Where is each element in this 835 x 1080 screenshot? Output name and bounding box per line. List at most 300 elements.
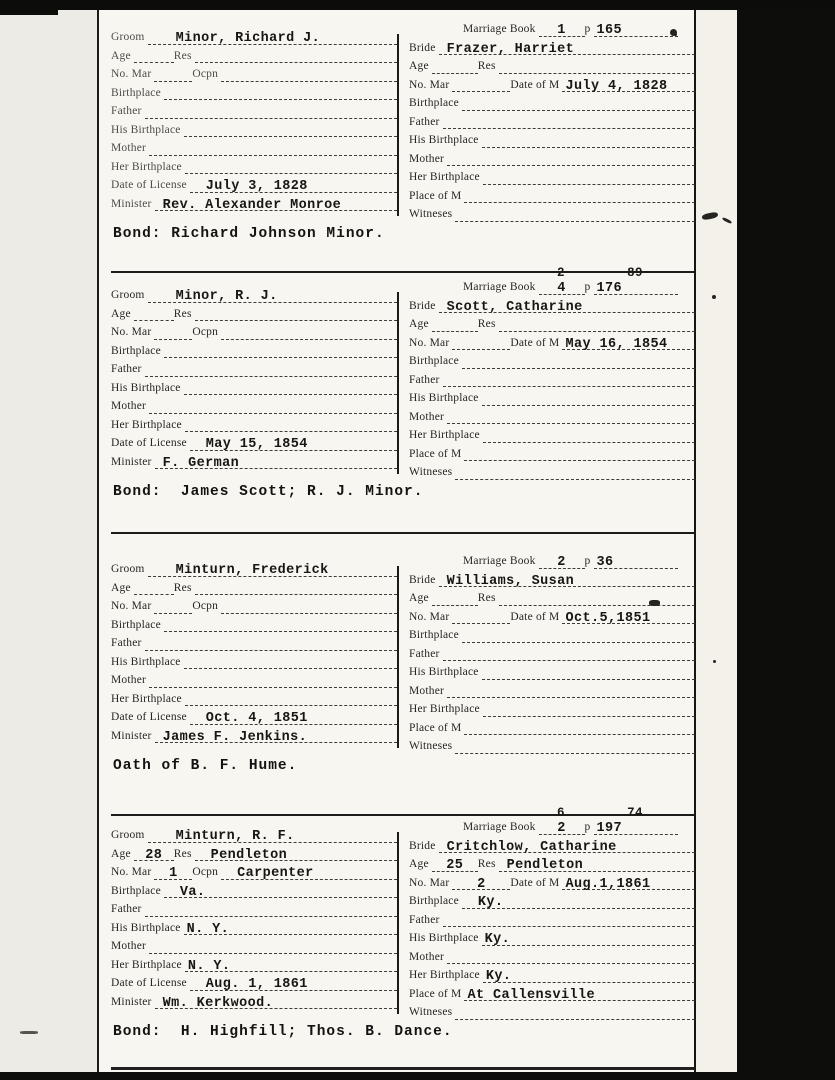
groom-ocpn-field — [221, 323, 397, 340]
date-of-m-label: Date of M — [510, 876, 560, 889]
groom-mother-row — [111, 669, 397, 688]
place-of-m-field — [464, 718, 695, 735]
father-label: Father — [111, 105, 142, 118]
date-of-m-field — [562, 333, 695, 350]
groom-no-mar-field — [154, 65, 192, 82]
bride-birthplace-row — [409, 92, 695, 111]
page-abbrev-label: p — [584, 555, 591, 568]
groom-column — [111, 558, 397, 743]
bride-age-field — [432, 315, 478, 332]
marriage-record — [111, 805, 695, 1040]
father-label: Father — [409, 647, 440, 660]
minister-row — [111, 725, 397, 744]
marriage-book-label: Marriage Book — [463, 555, 536, 568]
groom-name-field — [148, 560, 397, 577]
date-of-license-field — [190, 434, 397, 451]
bride-name-value: Scott, Catharine — [446, 299, 583, 315]
her-birthplace-label: Her Birthplace — [409, 703, 480, 716]
groom-nomar-ocpn-row — [111, 321, 397, 340]
bride-nomar-dateofm-row — [409, 606, 695, 625]
groom-birthplace-field — [164, 83, 397, 100]
witnesses-field — [455, 737, 695, 754]
record-separator — [111, 271, 695, 273]
mother-label: Mother — [111, 400, 147, 413]
birthplace-label: Birthplace — [111, 86, 161, 99]
groom-his-birthplace-value: N. Y. — [186, 921, 230, 937]
bride-his-birthplace-row — [409, 387, 695, 406]
date-of-m-label: Date of M — [510, 336, 560, 349]
minister-value: Rev. Alexander Monroe — [162, 197, 342, 213]
groom-her-birthplace-field — [185, 157, 397, 174]
bride-nomar-dateofm-row — [409, 332, 695, 351]
no-mar-label: No. Mar — [409, 78, 450, 91]
her-birthplace-label: Her Birthplace — [111, 958, 182, 971]
record-columns — [111, 18, 695, 222]
bride-no-mar-field — [452, 75, 510, 92]
mother-label: Mother — [409, 410, 445, 423]
bride-birthplace-field — [462, 94, 695, 111]
marriage-book-label: Marriage Book — [463, 821, 536, 834]
ocpn-label: Ocpn — [192, 68, 219, 81]
groom-no-mar-field — [154, 323, 192, 340]
groom-his-birthplace-row — [111, 119, 397, 138]
groom-mother-field — [149, 139, 397, 156]
date-of-license-value: July 3, 1828 — [205, 179, 308, 194]
mother-label: Mother — [111, 674, 147, 687]
mother-label: Mother — [409, 152, 445, 165]
her-birthplace-label: Her Birthplace — [409, 969, 480, 982]
marriage-book-row — [409, 805, 695, 836]
date-of-m-field — [562, 873, 695, 890]
his-birthplace-label: His Birthplace — [111, 921, 181, 934]
groom-label: Groom — [111, 31, 145, 44]
groom-no-mar-field — [154, 863, 192, 880]
groom-nomar-ocpn-row — [111, 595, 397, 614]
place-of-m-field — [464, 444, 695, 461]
date-of-license-row — [111, 706, 397, 725]
top-black-band — [0, 0, 835, 10]
groom-mother-row — [111, 935, 397, 954]
place-of-m-row — [409, 717, 695, 736]
bride-column — [409, 550, 695, 754]
record-columns — [111, 805, 695, 1020]
groom-father-row — [111, 358, 397, 377]
bride-label: Bride — [409, 41, 436, 54]
groom-ocpn-value: Carpenter — [237, 866, 314, 881]
marriage-book-value: 2 — [557, 555, 566, 570]
her-birthplace-label: Her Birthplace — [111, 418, 182, 431]
book-correction: 6 — [556, 805, 565, 820]
groom-column — [111, 824, 397, 1009]
book-page-field — [594, 805, 678, 836]
column-divider — [397, 566, 399, 748]
ocpn-label: Ocpn — [192, 866, 219, 879]
date-of-license-label: Date of License — [111, 711, 187, 724]
res-label: Res — [173, 307, 192, 320]
groom-name-value: Minor, R. J. — [175, 289, 278, 304]
book-page-value: 176 — [596, 281, 623, 296]
bride-her-birthplace-row — [409, 424, 695, 443]
book-correction: 2 — [556, 265, 565, 280]
his-birthplace-label: His Birthplace — [409, 666, 479, 679]
groom-name-field — [148, 826, 397, 843]
bride-his-birthplace-field — [482, 389, 695, 406]
bride-birthplace-field — [462, 352, 695, 369]
bride-no-mar-value: 2 — [477, 876, 486, 892]
minister-value: Wm. Kerkwood. — [162, 995, 274, 1011]
groom-mother-field — [149, 671, 397, 688]
marriage-book-value: 2 — [557, 821, 566, 836]
bride-father-row — [409, 369, 695, 388]
groom-row — [111, 26, 397, 45]
minister-field — [155, 992, 397, 1009]
date-of-license-field — [190, 974, 397, 991]
bride-birthplace-row — [409, 890, 695, 909]
groom-father-row — [111, 100, 397, 119]
bride-age-field — [432, 855, 478, 872]
his-birthplace-label: His Birthplace — [111, 381, 181, 394]
groom-father-row — [111, 632, 397, 651]
res-label: Res — [173, 847, 192, 860]
bride-father-field — [443, 644, 695, 661]
groom-nomar-ocpn-row — [111, 63, 397, 82]
witnesses-label: Witneses — [409, 1006, 453, 1019]
groom-father-field — [145, 102, 397, 119]
age-label: Age — [409, 60, 429, 73]
groom-his-birthplace-field — [184, 652, 397, 669]
father-label: Father — [409, 373, 440, 386]
bride-birthplace-row — [409, 624, 695, 643]
groom-name-value: Minturn, R. F. — [175, 829, 295, 844]
marriage-book-value: 4 — [557, 281, 566, 296]
marriage-record — [111, 550, 695, 774]
place-of-m-value: At Callensville — [467, 987, 595, 1003]
scan-artifact — [670, 29, 677, 36]
bride-no-mar-field — [452, 873, 510, 890]
minister-value: James F. Jenkins. — [162, 729, 308, 745]
bride-age-value: 25 — [446, 858, 464, 873]
bride-res-field — [499, 855, 695, 872]
groom-name-field — [148, 286, 397, 303]
bride-her-birthplace-field — [483, 966, 695, 983]
bride-birthplace-field — [462, 626, 695, 643]
bride-row — [409, 295, 695, 314]
birthplace-label: Birthplace — [111, 618, 161, 631]
groom-her-birthplace-row — [111, 688, 397, 707]
place-of-m-field — [464, 984, 695, 1001]
groom-ocpn-field — [221, 597, 397, 614]
bride-res-value: Pendleton — [506, 858, 584, 873]
groom-res-field — [195, 844, 397, 861]
groom-age-res-row — [111, 303, 397, 322]
bride-father-row — [409, 643, 695, 662]
book-page-value: 197 — [596, 821, 623, 836]
groom-her-birthplace-field — [185, 689, 397, 706]
groom-label: Groom — [111, 289, 145, 302]
bride-his-birthplace-row — [409, 661, 695, 680]
age-label: Age — [409, 592, 429, 605]
date-of-m-label: Date of M — [510, 610, 560, 623]
groom-ocpn-field — [221, 65, 397, 82]
groom-her-birthplace-field — [185, 415, 397, 432]
age-label: Age — [409, 858, 429, 871]
right-page-edge-strip — [694, 10, 737, 1072]
minister-row — [111, 451, 397, 470]
bride-row — [409, 569, 695, 588]
marriage-book-row — [409, 18, 695, 37]
father-label: Father — [111, 363, 142, 376]
bride-father-field — [443, 370, 695, 387]
date-of-m-field — [562, 75, 695, 92]
his-birthplace-label: His Birthplace — [111, 655, 181, 668]
age-label: Age — [409, 318, 429, 331]
bride-label: Bride — [409, 573, 436, 586]
book-page-field — [594, 552, 678, 569]
bride-name-field — [439, 38, 695, 55]
bride-her-birthplace-field — [483, 700, 695, 717]
bond-note: Bond: H. Highfill; Thos. B. Dance. — [113, 1023, 453, 1040]
her-birthplace-label: Her Birthplace — [111, 160, 182, 173]
bride-row — [409, 37, 695, 56]
mother-label: Mother — [111, 940, 147, 953]
groom-his-birthplace-row — [111, 377, 397, 396]
groom-her-birthplace-row — [111, 414, 397, 433]
groom-his-birthplace-row — [111, 651, 397, 670]
witnesses-label: Witneses — [409, 740, 453, 753]
record-separator — [111, 532, 695, 534]
minister-label: Minister — [111, 197, 152, 210]
place-of-m-row — [409, 443, 695, 462]
column-divider — [397, 292, 399, 474]
bride-label: Bride — [409, 299, 436, 312]
bride-her-birthplace-value: Ky. — [485, 969, 512, 984]
his-birthplace-label: His Birthplace — [111, 123, 181, 136]
bride-name-field — [439, 296, 695, 313]
bride-his-birthplace-value: Ky. — [484, 932, 511, 947]
date-of-license-value: Aug. 1, 1861 — [205, 977, 308, 992]
place-of-m-label: Place of M — [409, 987, 462, 1000]
minister-row — [111, 193, 397, 212]
bride-age-res-row — [409, 55, 695, 74]
page-abbrev-label: p — [584, 23, 591, 36]
marriage-book-label: Marriage Book — [463, 281, 536, 294]
father-label: Father — [409, 913, 440, 926]
page-correction: 89 — [627, 265, 643, 280]
bride-name-value: Williams, Susan — [446, 573, 575, 589]
bride-res-field — [499, 57, 695, 74]
bride-her-birthplace-field — [483, 426, 695, 443]
no-mar-label: No. Mar — [111, 866, 152, 879]
bride-no-mar-field — [452, 607, 510, 624]
date-of-m-value: July 4, 1828 — [565, 78, 668, 94]
ocpn-label: Ocpn — [192, 326, 219, 339]
scan-artifact — [20, 1031, 38, 1034]
bride-father-row — [409, 111, 695, 130]
date-of-m-label: Date of M — [510, 78, 560, 91]
groom-ocpn-field — [221, 863, 397, 880]
bride-res-field — [499, 589, 695, 606]
bride-mother-row — [409, 406, 695, 425]
father-label: Father — [409, 115, 440, 128]
groom-father-field — [145, 900, 397, 917]
date-of-license-field — [190, 176, 397, 193]
left-page-margin — [0, 10, 97, 1072]
bride-name-value: Critchlow, Catharine — [446, 839, 617, 855]
date-of-license-value: Oct. 4, 1851 — [205, 711, 308, 726]
marriage-book-value: 1 — [557, 23, 566, 38]
date-of-license-field — [190, 708, 397, 725]
scan-artifact — [713, 660, 716, 663]
bride-name-field — [439, 836, 695, 853]
date-of-license-label: Date of License — [111, 179, 187, 192]
bride-mother-field — [447, 407, 695, 424]
witnesses-field — [455, 1003, 695, 1020]
marriage-book-row — [409, 265, 695, 296]
date-of-m-field — [562, 607, 695, 624]
bride-name-field — [439, 570, 695, 587]
date-of-m-value: Aug.1,1861 — [565, 876, 651, 892]
marriage-record — [111, 18, 695, 242]
groom-his-birthplace-row — [111, 917, 397, 936]
bride-age-res-row — [409, 313, 695, 332]
bride-nomar-dateofm-row — [409, 74, 695, 93]
bride-mother-field — [447, 681, 695, 698]
groom-age-field — [134, 46, 174, 63]
birthplace-label: Birthplace — [409, 97, 459, 110]
witnesses-label: Witneses — [409, 466, 453, 479]
groom-his-birthplace-field — [184, 918, 397, 935]
witnesses-row — [409, 1001, 695, 1020]
groom-age-field — [134, 304, 174, 321]
date-of-license-label: Date of License — [111, 977, 187, 990]
page-abbrev-label: p — [584, 821, 591, 834]
res-label: Res — [173, 581, 192, 594]
column-divider — [397, 832, 399, 1014]
groom-his-birthplace-field — [184, 120, 397, 137]
groom-column — [111, 26, 397, 211]
bride-name-value: Frazer, Harriet — [446, 41, 575, 57]
corner-black-patch — [0, 0, 58, 15]
groom-birthplace-field — [164, 881, 397, 898]
mother-label: Mother — [409, 950, 445, 963]
bond-note: Oath of B. F. Hume. — [113, 757, 298, 774]
groom-birthplace-row — [111, 880, 397, 899]
groom-nomar-ocpn-row — [111, 861, 397, 880]
bride-birthplace-value: Ky. — [477, 895, 504, 910]
age-label: Age — [111, 847, 131, 860]
date-of-license-row — [111, 174, 397, 193]
groom-age-res-row — [111, 45, 397, 64]
marriage-book-field — [539, 20, 585, 37]
minister-field — [155, 194, 397, 211]
res-label: Res — [477, 60, 496, 73]
bride-his-birthplace-field — [482, 131, 695, 148]
witnesses-field — [455, 205, 695, 222]
groom-birthplace-row — [111, 614, 397, 633]
her-birthplace-label: Her Birthplace — [409, 429, 480, 442]
res-label: Res — [477, 318, 496, 331]
scan-artifact — [712, 295, 716, 299]
no-mar-label: No. Mar — [111, 68, 152, 81]
groom-birthplace-field — [164, 615, 397, 632]
bride-row — [409, 835, 695, 854]
his-birthplace-label: His Birthplace — [409, 392, 479, 405]
place-of-m-label: Place of M — [409, 447, 462, 460]
bride-father-field — [443, 112, 695, 129]
date-of-license-value: May 15, 1854 — [205, 437, 308, 452]
witnesses-row — [409, 203, 695, 222]
his-birthplace-label: His Birthplace — [409, 932, 479, 945]
groom-label: Groom — [111, 829, 145, 842]
groom-her-birthplace-row — [111, 156, 397, 175]
her-birthplace-label: Her Birthplace — [111, 692, 182, 705]
res-label: Res — [477, 858, 496, 871]
minister-row — [111, 991, 397, 1010]
bride-his-birthplace-field — [482, 929, 695, 946]
res-label: Res — [477, 592, 496, 605]
birthplace-label: Birthplace — [111, 884, 161, 897]
groom-her-birthplace-row — [111, 954, 397, 973]
groom-her-birthplace-value: N. Y. — [187, 958, 231, 974]
date-of-m-value: May 16, 1854 — [565, 336, 668, 352]
scan-artifact — [649, 600, 660, 606]
page-correction: 74 — [627, 805, 643, 820]
witnesses-field — [455, 463, 695, 480]
column-divider — [397, 34, 399, 216]
bride-label: Bride — [409, 839, 436, 852]
place-of-m-row — [409, 185, 695, 204]
witnesses-row — [409, 735, 695, 754]
groom-birthplace-row — [111, 340, 397, 359]
bride-birthplace-row — [409, 350, 695, 369]
groom-birthplace-row — [111, 82, 397, 101]
res-label: Res — [173, 49, 192, 62]
groom-age-value: 28 — [145, 847, 163, 863]
page-body — [97, 10, 694, 1072]
groom-mother-field — [149, 397, 397, 414]
date-of-license-row — [111, 972, 397, 991]
father-label: Father — [111, 903, 142, 916]
marriage-record — [111, 265, 695, 500]
groom-no-mar-field — [154, 597, 192, 614]
bride-column — [409, 18, 695, 222]
no-mar-label: No. Mar — [409, 336, 450, 349]
groom-father-field — [145, 360, 397, 377]
bond-note: Bond: Richard Johnson Minor. — [113, 225, 385, 242]
groom-row — [111, 558, 397, 577]
groom-name-value: Minturn, Frederick — [175, 563, 329, 578]
mother-label: Mother — [409, 684, 445, 697]
record-columns — [111, 265, 695, 480]
bride-age-field — [432, 589, 478, 606]
place-of-m-label: Place of M — [409, 721, 462, 734]
birthplace-label: Birthplace — [409, 355, 459, 368]
mother-label: Mother — [111, 142, 147, 155]
bride-mother-row — [409, 680, 695, 699]
date-of-m-value: Oct.5,1851 — [565, 610, 651, 626]
groom-birthplace-value: Va. — [179, 884, 206, 900]
groom-mother-field — [149, 937, 397, 954]
marriage-book-field — [539, 552, 585, 569]
no-mar-label: No. Mar — [111, 326, 152, 339]
groom-age-field — [134, 578, 174, 595]
bride-mother-field — [447, 947, 695, 964]
groom-name-value: Minor, Richard J. — [175, 31, 321, 46]
minister-label: Minister — [111, 995, 152, 1008]
bride-res-field — [499, 315, 695, 332]
groom-father-row — [111, 898, 397, 917]
no-mar-label: No. Mar — [111, 600, 152, 613]
